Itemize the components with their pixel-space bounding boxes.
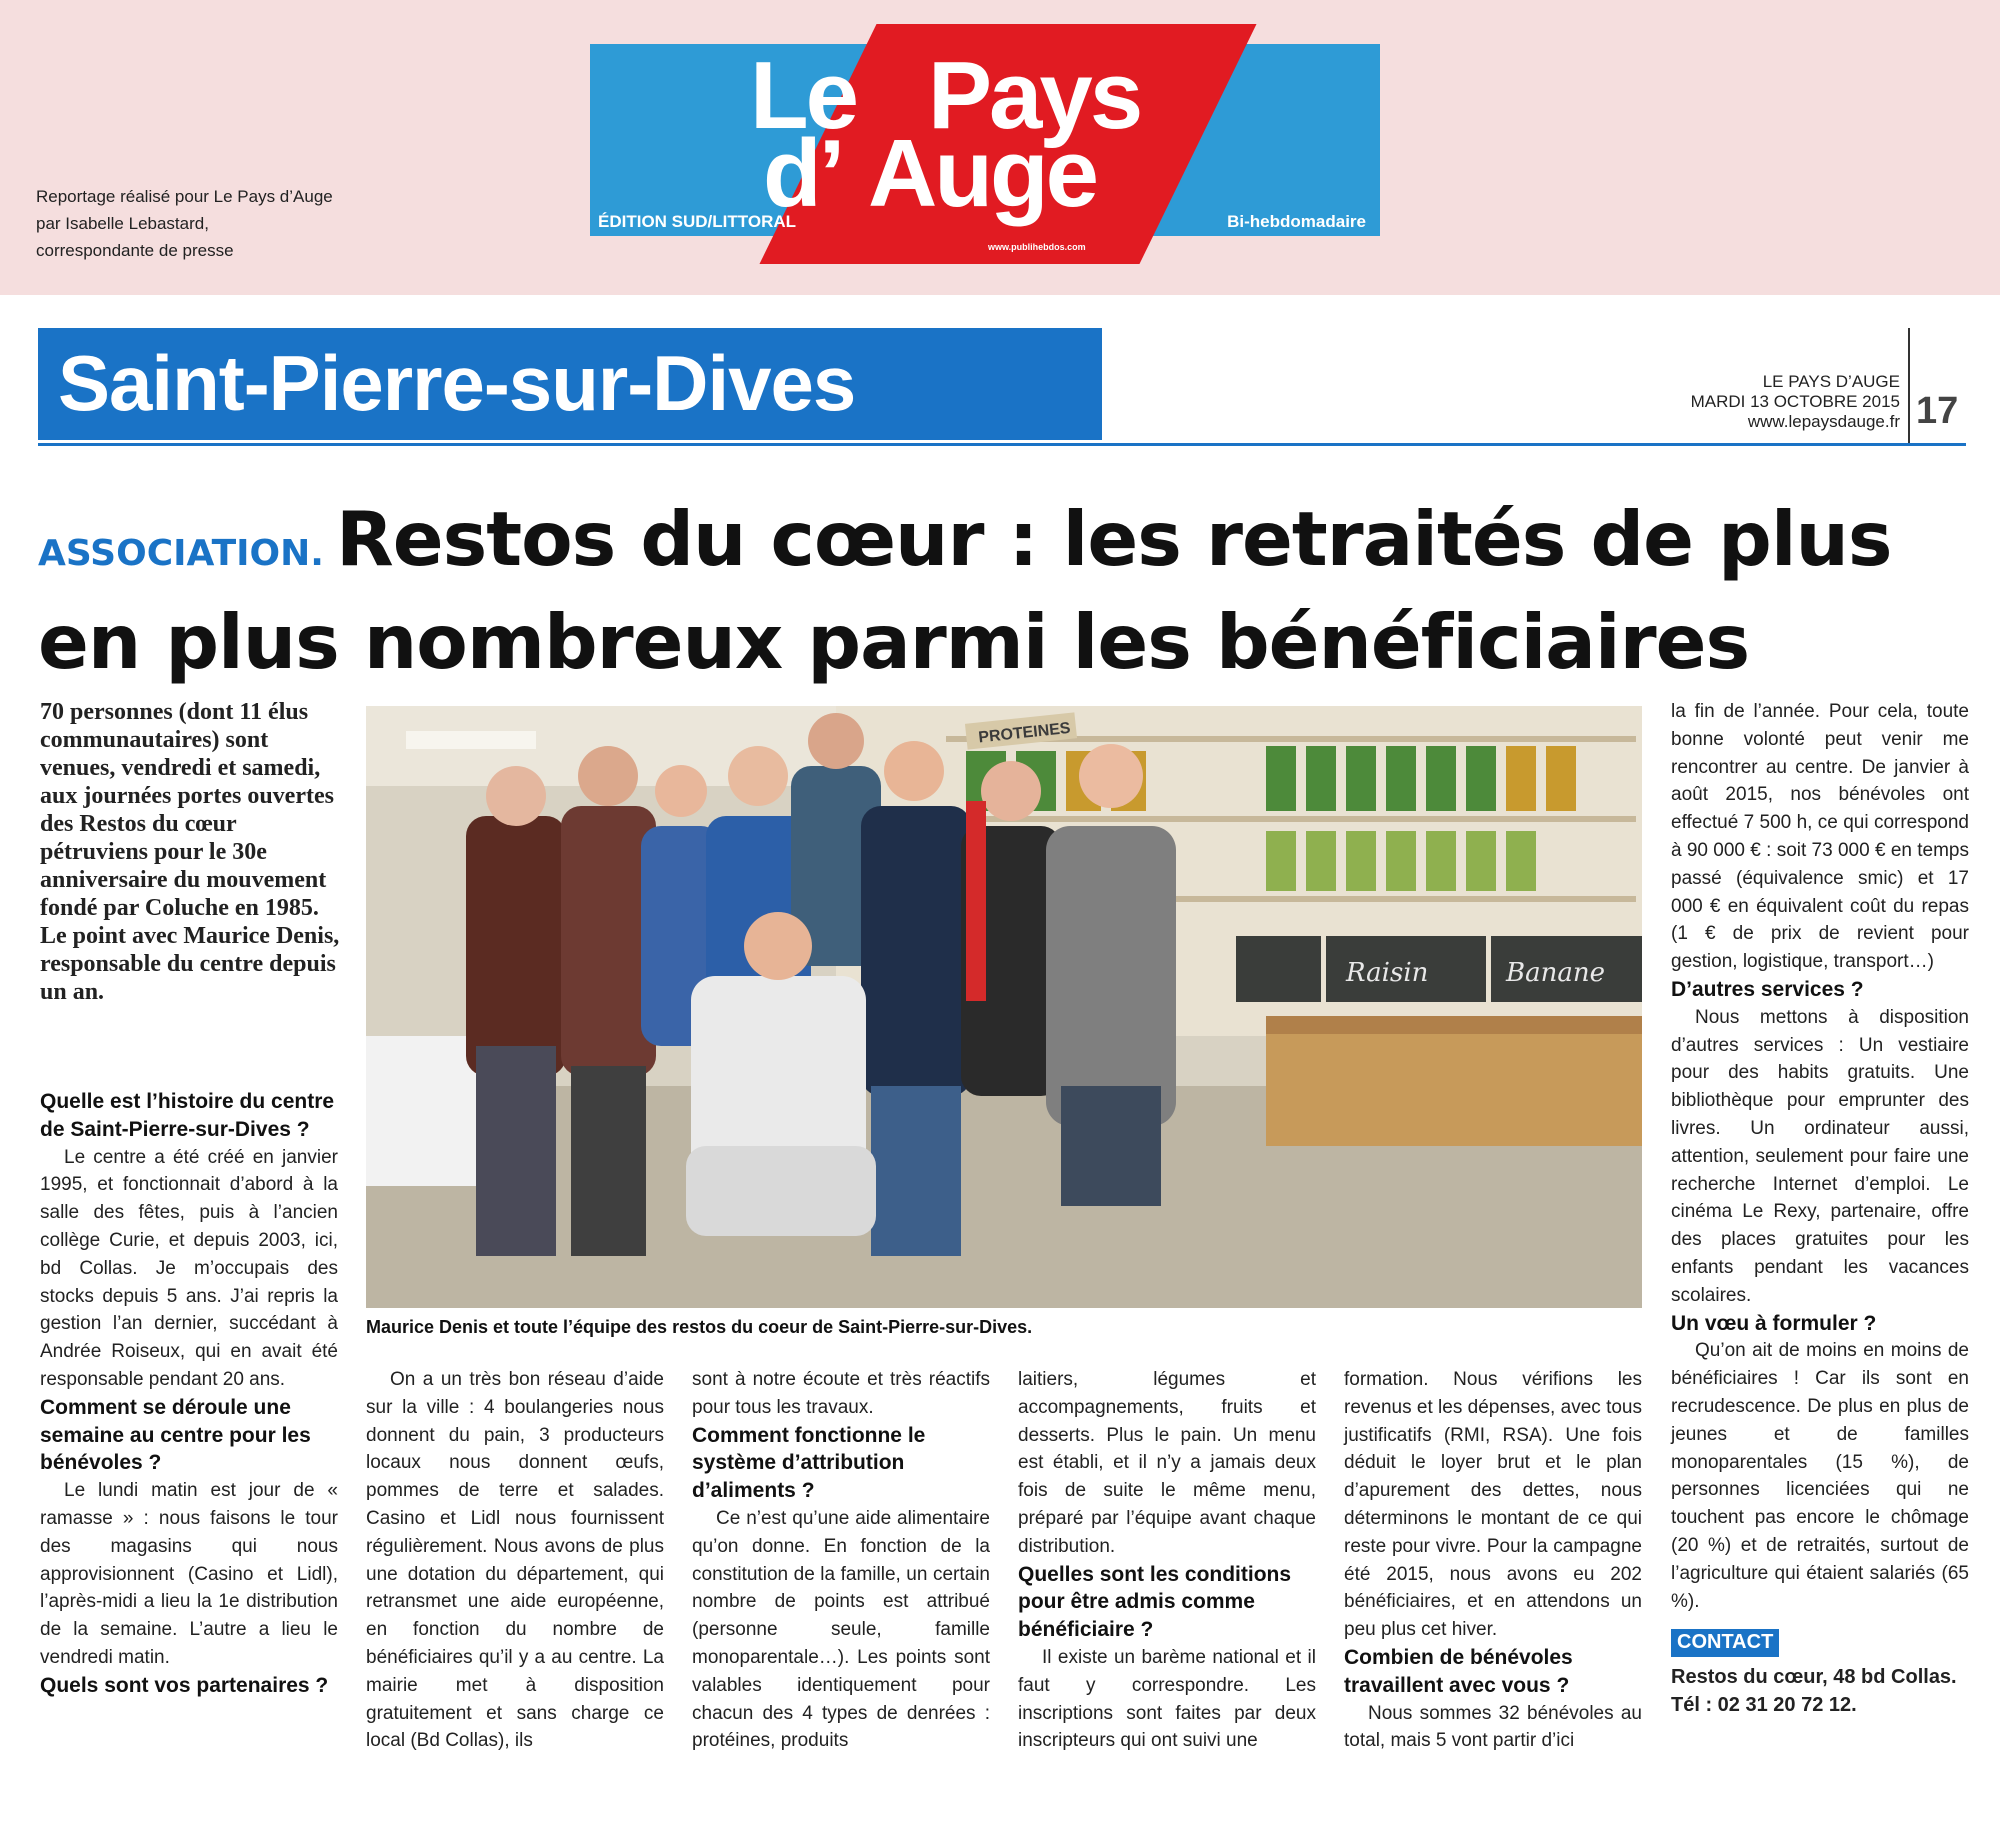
logo-frequency: Bi-hebdomadaire xyxy=(1227,212,1366,231)
photo-caption: Maurice Denis et toute l’équipe des restos du coeur de Saint-Pierre-sur-Dives. xyxy=(366,1317,1033,1337)
newspaper-logo xyxy=(590,42,1380,252)
article-kicker: ASSOCIATION. xyxy=(38,533,324,574)
logo-edition: ÉDITION SUD/LITTORAL xyxy=(598,212,797,231)
answer-paragraph: Ce n’est qu’une aide alimentaire qu’on donne. En fonction de la constitution de la famille, un certain nombre de points est attribué (personne seule, famille monoparentale…). Les points sont valables identiquement pour chacun des 4 types de denrées : protéines, produits xyxy=(692,1507,990,1752)
logo-word-d: d’ xyxy=(763,120,843,227)
article-column-3 xyxy=(692,1366,990,1755)
answer-paragraph: formation. Nous vérifions les revenus et les dépenses, avec tous justificatifs (RMI, RSA). Une fois déduit le loyer brut et le plan d’apurement des dettes, nous déterminons le montant de ce qui reste pour vivre. Pour la campagne été 2015, nous avons eu 202 bénéficiaires, et en attendons un peu plus cet hiver. xyxy=(1344,1369,1642,1641)
team-photo-illustration xyxy=(366,706,1642,1308)
credit-line: correspondante de presse xyxy=(36,241,234,260)
contact-label: CONTACT xyxy=(1671,1629,1779,1657)
question-heading: Quelles sont les conditions pour être admis comme bénéficiaire ? xyxy=(1018,1562,1292,1642)
question-heading: Un vœu à formuler ? xyxy=(1671,1311,1877,1335)
question-heading: D’autres services ? xyxy=(1671,977,1864,1001)
reportage-credit xyxy=(36,183,436,264)
answer-paragraph: laitiers, légumes et accompagnements, fruits et desserts. Plus le pain. Un menu est établi, et il n’y a jamais deux fois de suite le même menu, préparé par l’équipe avant chaque distribution. xyxy=(1018,1369,1316,1557)
answer-paragraph: Nous mettons à disposition d’autres services : Un vestiaire pour des habits gratuits. Une bibliothèque pour emprunter des livres. Un ordinateur aussi, attention, seulement pour faire une recherche Internet d’emploi. Le cinéma Le Rexy, partenaire, offre des places gratuites pour les enfants pendant les vacances scolaires. xyxy=(1671,1006,1969,1306)
answer-paragraph: Il existe un barème national et il faut y correspondre. Les inscriptions sont faites par deux inscripteurs qui ont suivi une xyxy=(1018,1646,1316,1752)
shelf-label-proteines: PROTEINES xyxy=(977,719,1072,747)
article-column-4 xyxy=(1018,1366,1316,1755)
answer-paragraph: On a un très bon réseau d’aide sur la ville : 4 boulangeries nous donnent du pain, 3 producteurs locaux nous donnent œufs, pommes de terre et salades. Casino et Lidl nous fournissent régulièrement. Nous avons de plus une dotation du département, qui retransmet une aide européenne, en fonction du nombre de bénéficiaires qu’il y a au centre. La mairie met à disposition gratuitement et sans charge ce local (Bd Collas), ils xyxy=(366,1369,664,1752)
folio-divider xyxy=(1908,328,1910,443)
article-column-6 xyxy=(1671,698,1969,1719)
logo-url: www.publihebdos.com xyxy=(988,242,1086,252)
question-heading: Quelle est l’histoire du centre de Saint-Pierre-sur-Dives ? xyxy=(40,1090,335,1141)
logo-word-pays: Pays xyxy=(928,42,1141,149)
article-headline-block xyxy=(38,495,1968,686)
article-lede: 70 personnes (dont 11 élus communautaires) sont venues, vendredi et samedi, aux journées portes ouvertes des Restos du cœur pétruviens pour le 30e anniversaire du mouvement fondé par Coluche en 1985. Le point avec Maurice Denis, responsable du centre depuis un an. xyxy=(40,699,340,1005)
logo-word-le: Le xyxy=(750,42,857,149)
article-headline: Restos du cœur : les retraités de plus en plus nombreux parmi les bénéficiaires xyxy=(38,495,1892,686)
answer-paragraph: Le centre a été créé en janvier 1995, et fonctionnait d’abord à la salle des fêtes, puis à l’ancien collège Curie, et depuis 2003, ici, bd Collas. Je m’occupais des stocks depuis 5 ans. J’ai repris la gestion l’an dernier, succédant à Andrée Roiseux, qui en avait été responsable pendant 20 ans. xyxy=(40,1146,338,1390)
contact-details: Restos du cœur, 48 bd Collas. Tél : 02 31 20 72 12. xyxy=(1671,1666,1957,1717)
folio-paper: LE PAYS D’AUGE xyxy=(1762,372,1900,391)
question-heading: Comment se déroule une semaine au centre pour les bénévoles ? xyxy=(40,1395,311,1475)
section-rule xyxy=(38,443,1966,446)
answer-paragraph: la fin de l’année. Pour cela, toute bonne volonté peut venir me rencontrer au centre. De janvier à août 2015, nos bénévoles ont effectué 7 500 h, ce qui correspond à 90 000 € : soit 73 000 € en temps passé (équivalence smic) et 17 000 € en équivalent coût du repas (1 € de prix de revient pour gestion, logistique, transport…) xyxy=(1671,701,1969,973)
board-label-raisin: Raisin xyxy=(1346,958,1429,988)
credit-line: par Isabelle Lebastard, xyxy=(36,214,209,233)
board-label-banane: Banane xyxy=(1506,958,1605,988)
page-number: 17 xyxy=(1916,390,1959,432)
answer-paragraph: Le lundi matin est jour de « ramasse » : nous faisons le tour des magasins qui nous approvisionnent (Casino et Lidl), l’après-midi a lieu la 1e distribution de la semaine. L’autre a lieu le vendredi matin. xyxy=(40,1480,338,1668)
logo-word-auge: Auge xyxy=(868,120,1096,227)
credit-line: Reportage réalisé pour Le Pays d’Auge xyxy=(36,187,333,206)
question-heading: Quels sont vos partenaires ? xyxy=(40,1673,329,1697)
article-column-2 xyxy=(366,1366,664,1755)
folio-date: MARDI 13 OCTOBRE 2015 xyxy=(1690,392,1900,411)
answer-paragraph: sont à notre écoute et très réactifs pour tous les travaux. xyxy=(692,1369,990,1418)
article-column-5 xyxy=(1344,1366,1642,1755)
answer-paragraph: Nous sommes 32 bénévoles au total, mais 5 vont partir d’ici xyxy=(1344,1702,1642,1752)
folio xyxy=(1691,372,1900,432)
answer-paragraph: Qu’on ait de moins en moins de bénéficiaires ! Car ils sont en recrudescence. De plus en plus de jeunes et de familles monoparentales (15 %), de personnes licenciées qui ne touchent pas encore le chômage (20 %) et de retraités, surtout de l’agriculture qui étaient salariés (65 %). xyxy=(1671,1340,1969,1612)
article-column-1 xyxy=(40,1088,338,1700)
section-title: Saint-Pierre-sur-Dives xyxy=(58,339,856,427)
folio-website: www.lepaysdauge.fr xyxy=(1747,412,1900,431)
question-heading: Combien de bénévoles travaillent avec vous ? xyxy=(1344,1645,1573,1697)
team-photo xyxy=(366,706,1642,1308)
question-heading: Comment fonctionne le système d’attribution d’aliments ? xyxy=(692,1423,926,1503)
